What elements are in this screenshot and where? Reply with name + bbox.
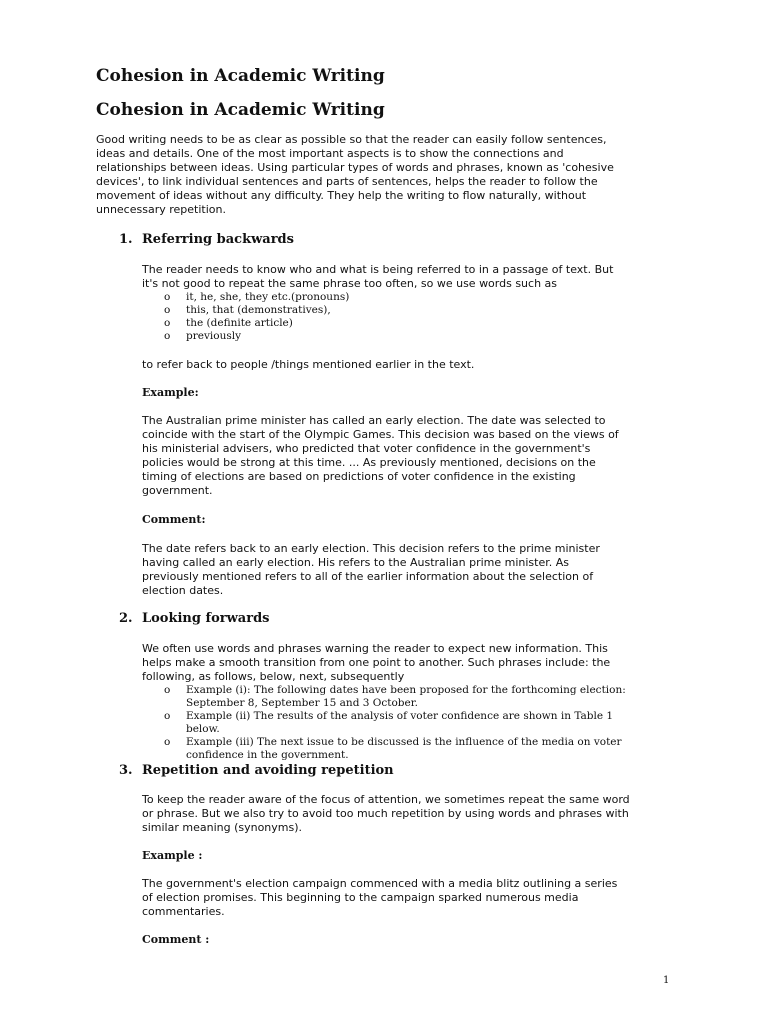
section-2-list xyxy=(164,684,626,762)
section-heading-repetition xyxy=(119,762,394,779)
example-line: of election promises. This beginning to the campaign sparked numerous media xyxy=(142,891,579,904)
section-3-example xyxy=(142,877,617,919)
example-line: coincide with the start of the Olympic Games. This decision was based on the views of xyxy=(142,428,619,441)
list-item: o Example (ii) The results of the analysis of voter confidence are shown in Table 1 below. xyxy=(164,710,614,735)
section-1-comment xyxy=(142,542,600,598)
comment-line: previously mentioned refers to all of the earlier information about the selection of xyxy=(142,570,594,583)
section-2-paragraph xyxy=(142,642,610,684)
example-line: The Australian prime minister has called an early election. The date was selected to xyxy=(142,414,606,427)
bullet-icon: o xyxy=(164,710,171,722)
bullet-icon: o xyxy=(164,304,171,316)
document-title-repeat: Cohesion in Academic Writing xyxy=(96,100,385,120)
section-title: Repetition and avoiding repetition xyxy=(142,763,394,778)
list-item: o previously xyxy=(164,330,242,342)
list-item: o Example (i): The following dates have been proposed for the forthcoming election: September 8, September 15 and 3 October. xyxy=(164,684,626,709)
section-1-list xyxy=(164,291,349,343)
intro-line: relationships between ideas. Using particular types of words and phrases, known as 'cohesive xyxy=(96,161,614,174)
page-number: 1 xyxy=(663,975,670,986)
section-heading-referring-backwards xyxy=(119,231,294,248)
paragraph-line: To keep the reader aware of the focus of attention, we sometimes repeat the same word xyxy=(142,793,630,806)
section-1-example xyxy=(142,414,619,498)
list-item: o Example (iii) The next issue to be discussed is the influence of the media on voter confidence in the government. xyxy=(164,736,622,761)
paragraph-line: We often use words and phrases warning the reader to expect new information. This xyxy=(142,642,608,655)
example-line: his ministerial advisers, who predicted that voter confidence in the government's xyxy=(142,442,591,455)
example-line: timing of elections are based on predictions of voter confidence in the existing xyxy=(142,470,576,483)
intro-line: Good writing needs to be as clear as possible so that the reader can easily follow sentences, xyxy=(96,133,607,146)
paragraph-line: The reader needs to know who and what is being referred to in a passage of text. But xyxy=(142,263,614,276)
paragraph-line: or phrase. But we also try to avoid too much repetition by using words and phrases with xyxy=(142,807,629,820)
example-line: government. xyxy=(142,484,213,497)
section-number: 3. xyxy=(119,763,133,778)
section-number: 2. xyxy=(119,611,133,626)
section-number: 1. xyxy=(119,232,133,247)
bullet-icon: o xyxy=(164,330,171,342)
bullet-icon: o xyxy=(164,291,171,303)
list-item: o the (definite article) xyxy=(164,317,293,329)
comment-line: having called an early election. His refers to the Australian prime minister. As xyxy=(142,556,570,569)
paragraph-line: it's not good to repeat the same phrase too often, so we use words such as xyxy=(142,277,558,290)
comment-label: Comment : xyxy=(142,933,210,946)
bullet-icon: o xyxy=(164,684,171,696)
bullet-icon: o xyxy=(164,736,171,748)
intro-line: ideas and details. One of the most important aspects is to show the connections and xyxy=(96,147,564,160)
intro-line: unnecessary repetition. xyxy=(96,203,226,216)
example-line: The government's election campaign commenced with a media blitz outlining a series xyxy=(142,877,618,890)
paragraph-line: helps make a smooth transition from one point to another. Such phrases include: the xyxy=(142,656,611,669)
example-label: Example : xyxy=(142,849,203,862)
intro-paragraph xyxy=(96,133,614,217)
example-label: Example: xyxy=(142,386,199,399)
paragraph-line: to refer back to people /things mentioned earlier in the text. xyxy=(142,358,475,371)
list-item: o this, that (demonstratives), xyxy=(164,304,331,316)
paragraph-line: following, as follows, below, next, subsequently xyxy=(142,670,405,683)
section-3-paragraph xyxy=(142,793,630,835)
list-item: o it, he, she, they etc.(pronouns) xyxy=(164,291,350,303)
section-1-paragraph xyxy=(142,263,613,291)
paragraph-line: similar meaning (synonyms). xyxy=(142,821,303,834)
document-title: Cohesion in Academic Writing xyxy=(96,66,385,86)
example-line: policies would be strong at this time. ... As previously mentioned, decisions on the xyxy=(142,456,596,469)
section-title: Referring backwards xyxy=(142,232,294,247)
bullet-icon: o xyxy=(164,317,171,329)
section-heading-looking-forwards xyxy=(119,610,269,627)
comment-line: election dates. xyxy=(142,584,224,597)
comment-line: The date refers back to an early election. This decision refers to the prime minister xyxy=(142,542,600,555)
comment-label: Comment: xyxy=(142,513,206,526)
section-title: Looking forwards xyxy=(142,611,270,626)
section-1-paragraph-2 xyxy=(142,358,474,372)
intro-line: movement of ideas without any difficulty. They help the writing to flow naturally, without xyxy=(96,189,587,202)
intro-line: devices', to link individual sentences and parts of sentences, helps the reader to follow the xyxy=(96,175,598,188)
example-line: commentaries. xyxy=(142,905,225,918)
